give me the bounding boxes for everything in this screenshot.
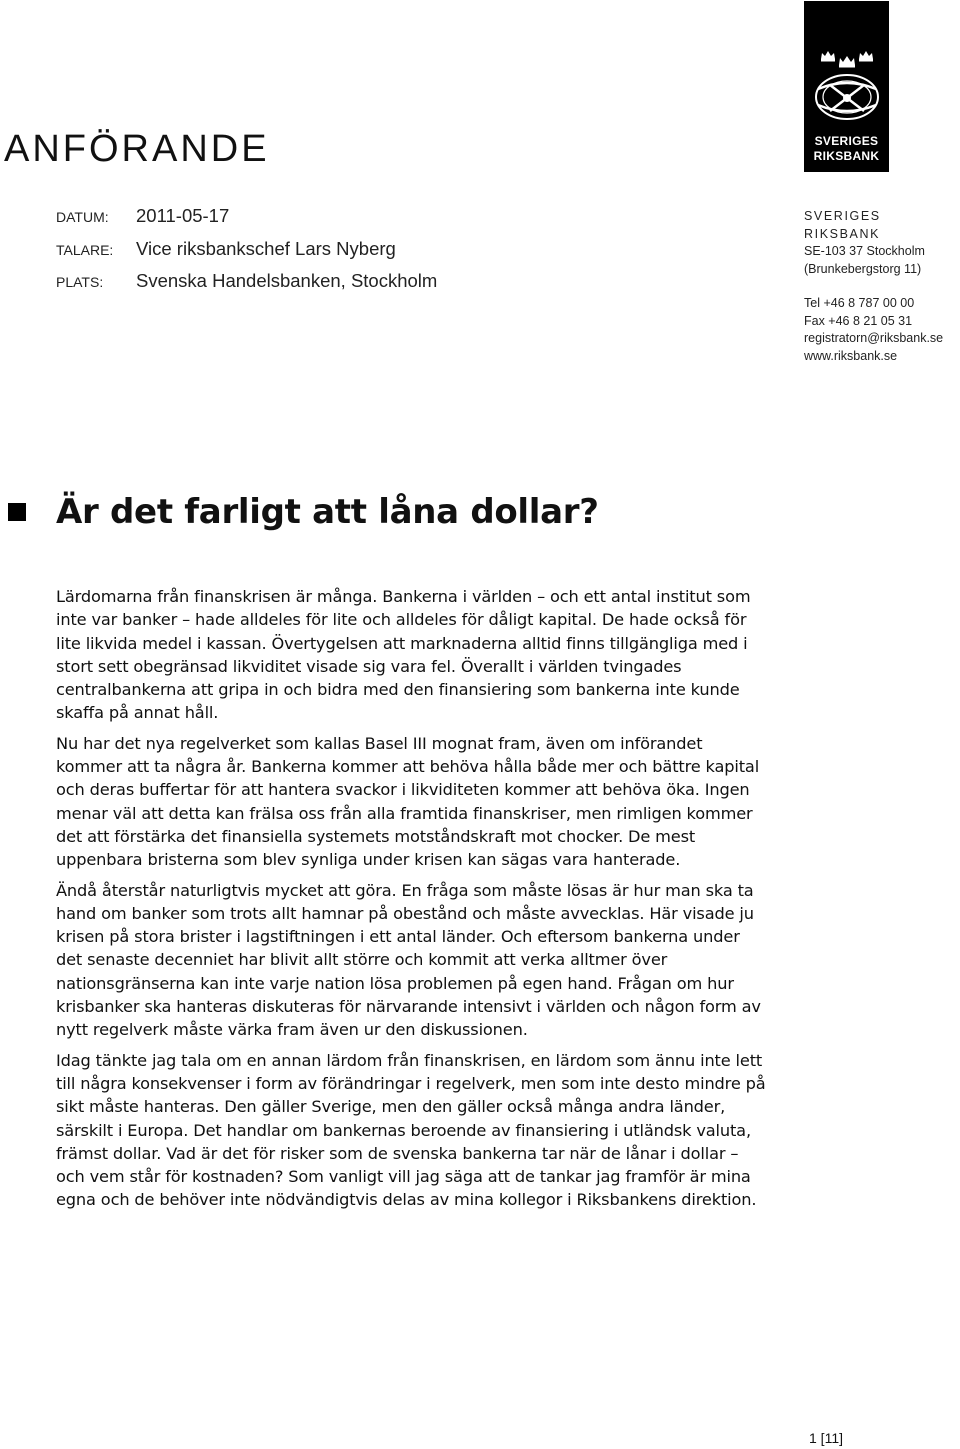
meta-value-speaker: Vice riksbankschef Lars Nyberg <box>136 237 396 259</box>
logo-line-1: SVERIGES <box>814 134 879 148</box>
meta-row-date <box>56 205 437 238</box>
logo-line-2: RIKSBANK <box>813 149 880 163</box>
meta-label: DATUM: <box>56 209 109 225</box>
paragraph: Nu har det nya regelverket som kallas Basel III mognat fram, även om införandet kommer att ta några år. Bankerna kommer att behöva hålla både mer och bättre kapital och deras buffertar för att hantera svackor i likviditeten kommer att behöva öka. Ingen menar väl att detta kan frälsa oss från alla framtida finanskriser, men rimligen kommer det att förstärka det finansiella systemets motståndskraft mot chocker. De mest uppenbara bristerna som blev synliga under krisen kan sägas vara hanterade. <box>56 733 760 870</box>
crowns-emblem-icon <box>804 1 889 129</box>
fax: Fax +46 8 21 05 31 <box>804 313 913 328</box>
speech-metadata <box>56 205 437 303</box>
meta-row-location <box>56 270 437 303</box>
meta-value-date: 2011-05-17 <box>136 205 230 226</box>
email-link[interactable]: registratorn@riksbank.se <box>804 331 944 345</box>
telephone: Tel +46 8 787 00 00 <box>804 296 915 310</box>
page-number: 1 [11] <box>809 1430 843 1446</box>
square-bullet-icon <box>8 503 26 521</box>
postal-address: SE-103 37 Stockholm <box>804 244 925 258</box>
spacer <box>804 278 960 295</box>
paragraph: Idag tänkte jag tala om en annan lärdom från finanskrisen, en lärdom som ännu inte lett till några konsekvenser i form av förändringar i regelverk, men som inte desto mindre på sikt måste hanteras. Den gäller Sverige, men den gäller också många andra länder, särskilt i Europa. Det handlar om bankernas beroende av finansiering i utländsk valuta, främst dollar. Vad är det för risker som de svenska bankerna tar när de lånar i dollar – och vem står för kostnaden? Som vanligt vill jag säga att de tankar jag framför är mina egna och de behöver inte nödvändigtvis delas av mina kollegor i Riksbankens direktion. <box>56 1050 766 1210</box>
street-address: (Brunkebergstorg 11) <box>804 261 922 276</box>
speech-title: Är det farligt att låna dollar? <box>56 492 599 532</box>
meta-label: PLATS: <box>56 274 104 290</box>
riksbank-logo <box>804 1 889 172</box>
address-block <box>804 208 960 365</box>
document-type: ANFÖRANDE <box>4 128 270 170</box>
meta-row-speaker <box>56 238 437 271</box>
paragraph: Ändå återstår naturligtvis mycket att göra. En fråga som måste lösas är hur man ska ta hand om banker som trots allt hamnar på obestånd och måste avvecklas. Här visade ju krisen på stora brister i lagstiftningen i ett antal länder. Och eftersom bankerna under det senaste decenniet har blivit allt större och kommit att verka alltmer över nationsgränserna kan inte varje nation lösa problemen på egen hand. Frågan om hur krisbanker ska hanteras diskuteras för närvarande intensivt i världen och någon form av nytt regelverk måste värka fram även ur den diskussionen. <box>56 880 761 1040</box>
bank-name: SVERIGES RIKSBANK <box>804 209 881 241</box>
paragraph: Lärdomarna från finanskrisen är många. Bankerna i världen – och ett antal institut som inte var banker – hade alldeles för lite och alldeles för dåligt kapital. De hade också för lite likvida medel i kassan. Övertygelsen att marknaderna alltid finns tillgängliga med i stort sett obegränsad likviditet visade sig vara fel. Överallt i världen tvingades centralbankerna att gripa in och bidra med den finansiering som bankerna inte kunde skaffa på annat håll. <box>56 587 751 723</box>
meta-value-location: Svenska Handelsbanken, Stockholm <box>136 270 438 291</box>
speech-body <box>56 585 766 1219</box>
website-link[interactable]: www.riksbank.se <box>804 348 898 363</box>
meta-label: TALARE: <box>56 241 114 258</box>
